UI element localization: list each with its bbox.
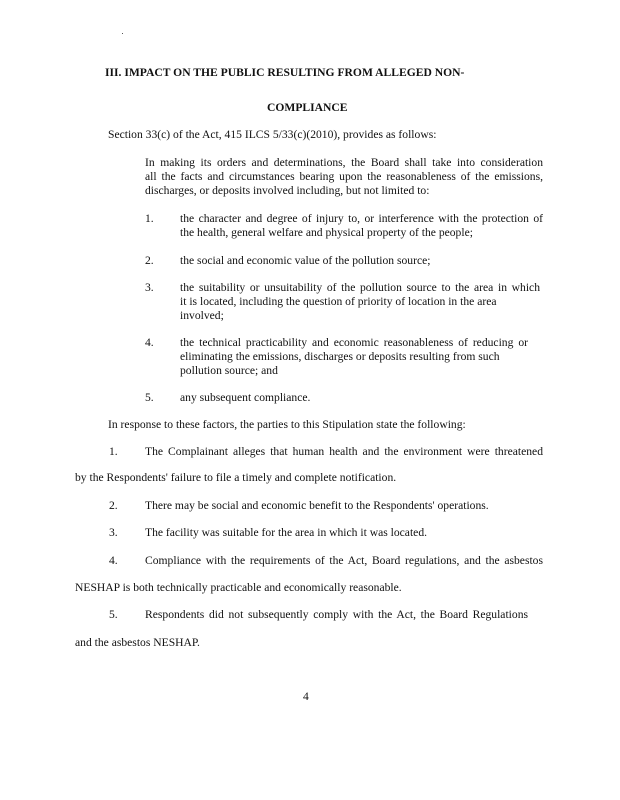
factor-number: 3. xyxy=(145,281,154,294)
page-number: 4 xyxy=(303,690,309,703)
response-number: 2. xyxy=(109,499,118,512)
response-number: 1. xyxy=(109,445,118,458)
response-text: Compliance with the requirements of the Act, Board regulations, and the asbestos xyxy=(145,554,543,567)
factor-number: 5. xyxy=(145,391,154,404)
quote-line: discharges, or deposits involved including, but not limited to: xyxy=(145,184,430,197)
section-heading-line1: III. IMPACT ON THE PUBLIC RESULTING FROM ALLEGED NON- xyxy=(105,66,465,79)
response-text: and the asbestos NESHAP. xyxy=(75,636,200,649)
response-text: NESHAP is both technically practicable and economically reasonable. xyxy=(75,581,402,594)
factor-text: eliminating the emissions, discharges or deposits resulting from such xyxy=(180,350,500,363)
response-number: 4. xyxy=(109,554,118,567)
factor-text: pollution source; and xyxy=(180,364,278,377)
factor-text: the social and economic value of the pollution source; xyxy=(180,254,431,267)
scan-speck xyxy=(122,33,123,34)
factor-number: 4. xyxy=(145,336,154,349)
response-text: There may be social and economic benefit to the Respondents' operations. xyxy=(145,499,489,512)
quote-line: In making its orders and determinations, the Board shall take into consideration xyxy=(145,156,543,169)
intro-paragraph: Section 33(c) of the Act, 415 ILCS 5/33(c)(2010), provides as follows: xyxy=(108,128,437,141)
factor-text: any subsequent compliance. xyxy=(180,391,311,404)
factor-number: 2. xyxy=(145,254,154,267)
response-text: The Complainant alleges that human health and the environment were threatened xyxy=(145,445,543,458)
response-intro: In response to these factors, the parties to this Stipulation state the following: xyxy=(108,418,466,431)
response-number: 3. xyxy=(109,526,118,539)
quote-line: all the facts and circumstances bearing upon the reasonableness of the emissions, xyxy=(145,170,543,183)
factor-text: the health, general welfare and physical property of the people; xyxy=(180,226,473,239)
response-text: The facility was suitable for the area in which it was located. xyxy=(145,526,428,539)
factor-text: the suitability or unsuitability of the pollution source to the area in which xyxy=(180,281,540,294)
factor-text: it is located, including the question of priority of location in the area xyxy=(180,295,497,308)
factor-number: 1. xyxy=(145,212,154,225)
factor-text: the technical practicability and economic reasonableness of reducing or xyxy=(180,336,528,349)
factor-text: involved; xyxy=(180,309,224,322)
response-text: by the Respondents' failure to file a timely and complete notification. xyxy=(75,471,397,484)
response-number: 5. xyxy=(109,608,118,621)
factor-text: the character and degree of injury to, or interference with the protection of xyxy=(180,212,543,225)
response-text: Respondents did not subsequently comply with the Act, the Board Regulations xyxy=(145,608,528,621)
section-heading-line2: COMPLIANCE xyxy=(267,101,348,114)
